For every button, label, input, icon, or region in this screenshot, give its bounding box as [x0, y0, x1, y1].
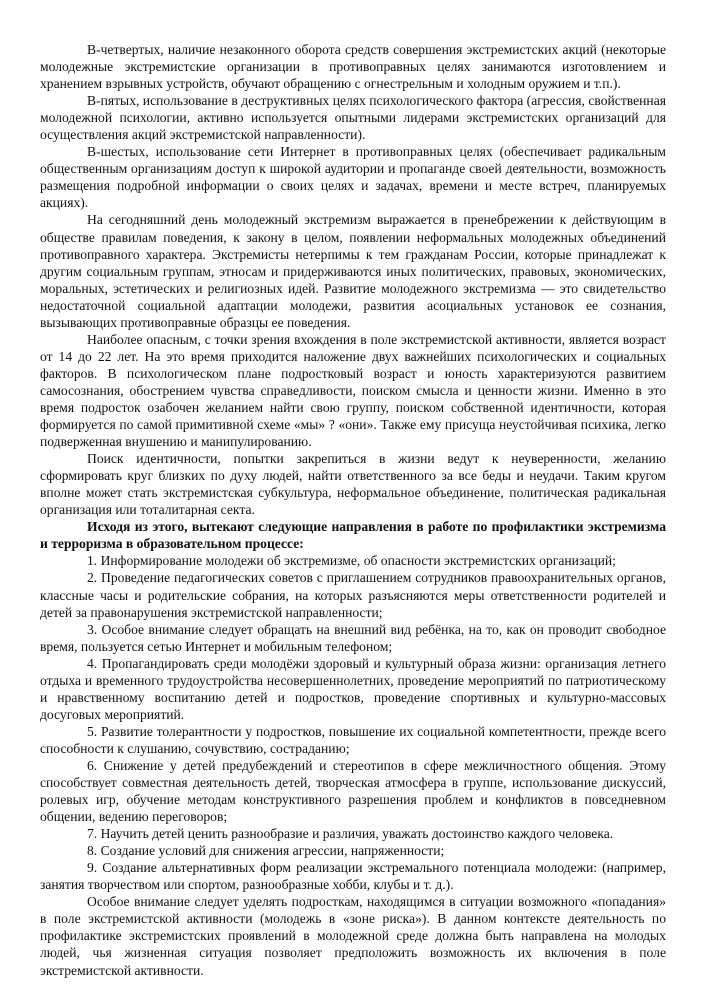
paragraph-identity-search: Поиск идентичности, попытки закрепиться в жизни ведут к неуверенности, желанию сформировать круг близких по духу людей, найти ответственного за все беды и неудачи. Таким кругом вполне может стать экстремистская субкультура, неформальное объединение, политическая радикальная организация или тоталитарная секта. [40, 451, 666, 518]
paragraph-sixth: В-шестых, использование сети Интернет в противоправных целях (обеспечивает радикальным общественным организациям доступ к широкой аудитории и пропаганде своей деятельности, возможность размещения подробной информации о своих целях и задачах, времени и месте встреч, планируемых акциях). [40, 144, 666, 211]
list-item-5: 5. Развитие толерантности у подростков, повышение их социальной компетентности, прежде всего способности к слушанию, сочувствию, состраданию; [40, 723, 666, 756]
list-item-6: 6. Снижение у детей предубеждений и стереотипов в сфере межличностного общения. Этому способствует совместная деятельность детей, творческая атмосфера в группе, использование дискуссий, ролевых игр, обучение методам конструктивного разрешения проблем и конфликтов в повседневном общении, ведению переговоров; [40, 757, 666, 825]
list-item-2: 2. Проведение педагогических советов с приглашением сотрудников правоохранительных органов, классные часы и родительские собрания, на которых разъясняются меры ответственности родителей и детей за правонарушения экстремистской направленности; [40, 570, 666, 620]
list-item-3: 3. Особое внимание следует обращать на внешний вид ребёнка, на то, как он проводит свободное время, пользуется сетью Интернет и мобильным телефоном; [40, 621, 666, 654]
section-heading-prevention: Исходя из этого, вытекают следующие направления в работе по профилактики экстремизма и терроризма в образовательном процессе: [40, 519, 666, 552]
paragraph-fourth: В-четвертых, наличие незаконного оборота средств совершения экстремистских акций (некоторые молодежные экстремистские организации в противоправных целях занимаются изготовлением и хранением взрывных устройств, обучают обращению с огнестрельным и холодным оружием и т.п.). [40, 42, 666, 92]
list-item-9: 9. Создание альтернативных форм реализации экстремального потенциала молодежи: (например, занятия творчеством или спортом, разнообразные хобби, клубы и т. д.). [40, 860, 666, 893]
paragraph-risk-zone: Особое внимание следует уделять подросткам, находящимся в ситуации возможного «попадания» в поле экстремистской активности (молодежь в «зоне риска»). В данном контексте деятельность по профилактике экстремистских проявлений в молодежной среде должна быть направлена на молодых людей, чья жизненная ситуация позволяет предположить возможность их включения в поле экстремистской активности. [40, 894, 666, 978]
list-item-7: 7. Научить детей ценить разнообразие и различия, уважать достоинство каждого человека. [87, 826, 614, 842]
paragraph-dangerous-age: Наиболее опасным, с точки зрения вхождения в поле экстремистской активности, является возраст от 14 до 22 лет. На это время приходится наложение двух важнейших психологических и социальных факторов. В психологическом плане подростковый возраст и юность характеризуются развитием самосознания, обострением чувства справедливости, поиском смысла и ценности жизни. Именно в это время подросток озабочен желанием найти свою группу, поиском собственной идентичности, которая формируется по самой примитивной схеме «мы» ? «они». Также ему присуща неустойчивая психика, легко подверженная внушению и манипулированию. [40, 331, 666, 450]
paragraph-youth-extremism: На сегодняшний день молодежный экстремизм выражается в пренебрежении к действующим в обществе правилам поведения, к закону в целом, появлении неформальных молодежных объединений противоправного характера. Экстремисты нетерпимы к тем гражданам России, которые принадлежат к другим социальным группам, этносам и придерживаются иных политических, правовых, экономических, моральных, эстетических и религиозных идей. Развитие молодежного экстремизма — это свидетельство недостаточной социальной адаптации молодежи, развития асоциальных установок ее сознания, вызывающих противоправные образцы ее поведения. [40, 212, 666, 330]
document-page [40, 41, 666, 979]
list-item-1: 1. Информирование молодежи об экстремизме, об опасности экстремистских организаций; [87, 553, 616, 569]
list-item-4: 4. Пропагандировать среди молодёжи здоровый и культурный образа жизни: организация летнего отдыха и временного трудоустройства несовершеннолетних, проведение мероприятий по патриотическому и нравственному воспитанию детей и подростков, проведение спортивных и культурно-массовых досуговых мероприятий. [40, 655, 666, 722]
list-item-8: 8. Создание условий для снижения агрессии, напряженности; [87, 843, 445, 859]
paragraph-fifth: В-пятых, использование в деструктивных целях психологического фактора (агрессия, свойственная молодежной психологии, активно используется опытными лидерами экстремистских организаций для осуществления акций экстремистской направленности). [40, 93, 666, 143]
